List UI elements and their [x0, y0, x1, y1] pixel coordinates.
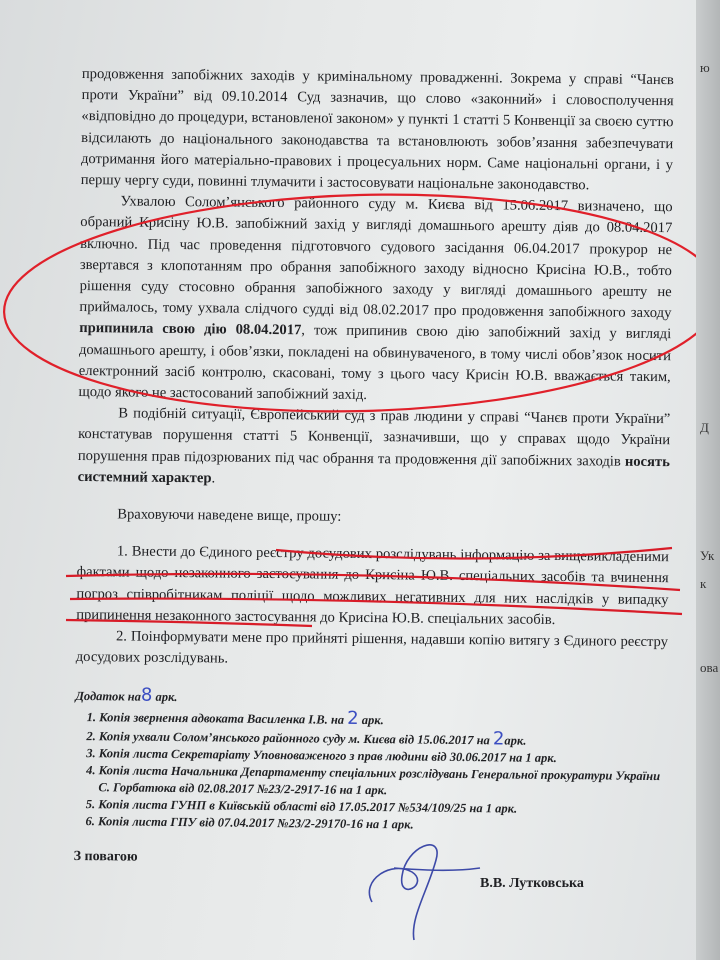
paragraph-3-text-b: . — [211, 470, 216, 487]
attachment-item: 1. Копія звернення адвоката Василенка І.В. на 2 арк. — [99, 708, 667, 733]
paragraph-1: продовження запобіжних заходів у кримінальному провадженні. Зокрема у справі “Чанєв проти України” від 09.10.2014 Суд зазначив, що слово «законний» і словосполучення «відповідно до процедури, встановленої законом» у пункті 1 статті 5 Конвенції за своєю суттю відсилають до національного законодавства та встановлюють зобов’язання забезпечувати дотримання його матеріально-правових і процесуальних норм. Саме національні органи, і у першу чергу суди, повинні тлумачити і застосовувати національне законодавство. — [80, 65, 674, 194]
signer-name: В.В. Лутковська — [480, 876, 584, 891]
adjacent-page-edge — [696, 0, 720, 960]
edge-fragment: к — [700, 576, 707, 591]
attachments-handwritten-count: 8 — [140, 685, 153, 707]
attachment-item: 2. Копія ухвали Солом’янського районного суду м. Києва від 15.06.2017 на 2арк. — [99, 727, 667, 752]
paragraph-3 — [78, 403, 671, 494]
attachments-heading-text: Додаток на — [75, 689, 141, 705]
request-item-2: 2. Поінформувати мене про прийняті рішення, надавши копію витягу з Єдиного реєстру досудових розслідувань. — [75, 628, 669, 667]
attachment-item: 4. Копія листа Начальника Департаменту спеціальних розслідувань Генеральної прокуратури України С. Горбатюка від 02.08.2017 №23/2-2917-16 на 1 арк. — [98, 763, 666, 803]
edge-fragment: ова — [700, 660, 719, 675]
handwritten-count: 2 — [347, 708, 359, 730]
paragraph-3-text-a: В подібній ситуації, Європейський суд з прав людини у справі “Чанєв проти України” констатував порушення статті 5 Конвенції, зазначивши, що у справах щодо України порушення прав підозрюваних під час обрання та продовження дії запобіжних заходів — [77, 405, 671, 470]
edge-fragment: Д — [700, 420, 709, 435]
closing-salutation: З повагою — [73, 849, 138, 866]
attachment-item: 3. Копія листа Секретаріату Уповноваженого з прав людини від 30.06.2017 на 1 арк. — [99, 746, 667, 769]
document-body — [74, 64, 674, 874]
paragraph-2-text-a: Ухвалою Солом’янського районного суду м. Києва від 15.06.2017 визначено, що обраний Крисіну Ю.В. запобіжний захід у вигляді домашнього арешту діяв до 08.04.2017 включно. Під час проведення підготовчого судового засідання 06.04.2017 прокурор не звертався з клопотанням про обрання запобіжного заходу відносно Крисіна Ю.В., тобто рішення суду стосовно обрання запобіжного заходу у вигляді домашнього арешту не приймалось, тому ухвала слідчого судді від 08.02.2017 про продовження запобіжного заходу — [79, 193, 673, 322]
attachments-heading-suffix: арк. — [155, 690, 178, 705]
request-intro: Враховуючи наведене вище, прошу: — [117, 506, 342, 525]
paragraph-3-bold: носять системний характер — [77, 453, 670, 487]
edge-fragment: Ук — [700, 548, 715, 563]
attachments-list — [74, 707, 667, 836]
attachments — [74, 686, 667, 836]
paragraph-2-text-b: , тож припинив свою дію запобіжний захід у вигляді домашнього арешту, і обов’язки, покладені на обвинуваченого, в тому числі обов’язок носити електронний засіб контролю, скасовані, тому з цього часу Крисін Ю.В. вважається таким, щодо якого не застосований запобіжний захід. — [78, 322, 672, 404]
paragraph-2-bold: припинила свою дію 08.04.2017 — [79, 320, 302, 339]
attachment-item: 5. Копія листа ГУНП в Київській області від 17.05.2017 №534/109/25 на 1 арк. — [98, 797, 666, 820]
edge-fragment: ю — [700, 60, 710, 75]
request-item-1: 1. Внести до Єдиного реєстру досудових розслідувань інформацію за вищевикладеними фактами щодо незаконного застосування до Крисіна Ю.В. спеціальних засобів та вчинення погроз співробітникам поліції щодо можливих негативних для них наслідків у випадку припинення незаконного застосування до Крисіна Ю.В. спеціальних засобів. — [76, 543, 669, 628]
attachment-item: 6. Копія листа ГПУ від 07.04.2017 №23/2-29170-16 на 1 арк. — [98, 814, 666, 837]
paragraph-2 — [78, 191, 672, 409]
handwritten-count: 2 — [492, 728, 505, 750]
